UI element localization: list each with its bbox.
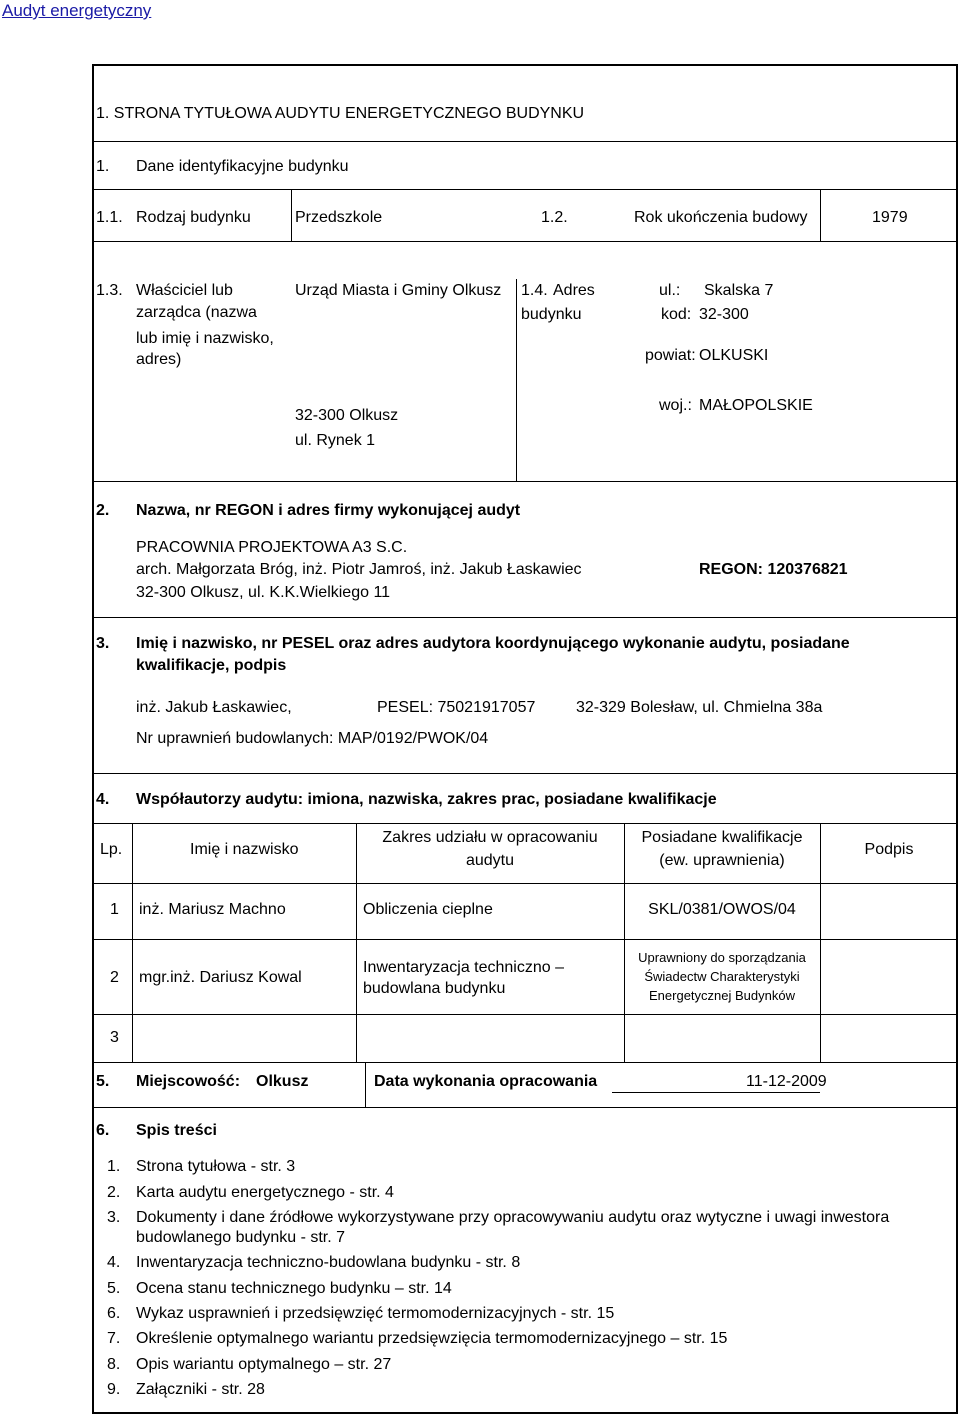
divider (516, 279, 517, 481)
divider (92, 883, 958, 884)
toc-num: 7. (107, 1330, 121, 1347)
toc-item: Karta audytu energetycznego - str. 4 (136, 1184, 394, 1201)
divider (92, 773, 958, 774)
toc-item: Strona tytułowa - str. 3 (136, 1158, 296, 1175)
divider (92, 1014, 958, 1015)
divider (92, 823, 958, 824)
section-1-num: 1. (96, 158, 110, 175)
col-qualifications: Posiadane kwalifikacje (641, 829, 803, 846)
section-6-heading: Spis treści (136, 1122, 217, 1139)
r12-label: Rok ukończenia budowy (634, 209, 808, 226)
divider (92, 189, 958, 190)
date-label: Data wykonania opracowania (374, 1073, 598, 1090)
voivodeship-label: woj.: (659, 397, 692, 414)
divider (92, 1062, 958, 1063)
toc-num: 9. (107, 1381, 121, 1398)
underline (612, 1092, 820, 1093)
table-row-qualifications: Świadectw Charakterystyki (644, 969, 800, 984)
toc-item: Dokumenty i dane źródłowe wykorzystywane przy opracowywaniu audytu oraz wytyczne i uwagi inwestora (136, 1209, 890, 1226)
code-label: kod: (661, 306, 692, 323)
divider (92, 481, 958, 482)
toc-num: 3. (107, 1209, 121, 1226)
r12-num: 1.2. (541, 209, 568, 226)
divider (92, 141, 958, 142)
divider (92, 241, 958, 242)
table-row-lp: 3 (110, 1029, 119, 1046)
table-row-lp: 2 (110, 969, 119, 986)
r13-label: adres) (136, 351, 182, 368)
auditor-address: 32-329 Bolesław, ul. Chmielna 38a (576, 699, 823, 716)
toc-item: Opis wariantu optymalnego – str. 27 (136, 1356, 392, 1373)
divider (92, 617, 958, 618)
r13-num: 1.3. (96, 282, 123, 299)
voivodeship-value: MAŁOPOLSKIE (699, 397, 813, 414)
col-lp: Lp. (100, 841, 123, 858)
table-row-lp: 1 (110, 901, 119, 918)
toc-num: 1. (107, 1158, 121, 1175)
auditor-name: inż. Jakub Łaskawiec, (136, 699, 292, 716)
toc-num: 5. (107, 1280, 121, 1297)
divider (291, 189, 292, 241)
table-row-qualifications: Uprawniony do sporządzania (638, 950, 806, 965)
table-row-name: mgr.inż. Dariusz Kowal (139, 969, 302, 986)
toc-num: 6. (107, 1305, 121, 1322)
audit-link[interactable]: Audyt energetyczny (2, 1, 152, 20)
toc-num: 8. (107, 1356, 121, 1373)
toc-item: Załączniki - str. 28 (136, 1381, 265, 1398)
street-label: ul.: (659, 282, 681, 299)
col-qualifications: (ew. uprawnienia) (659, 852, 785, 869)
firm-members: arch. Małgorzata Bróg, inż. Piotr Jamroś, inż. Jakub Łaskawiec (136, 561, 582, 578)
place-value: Olkusz (256, 1073, 309, 1090)
col-scope: audytu (465, 852, 515, 869)
date-value: 11-12-2009 (746, 1073, 827, 1090)
r14-num: 1.4. (521, 282, 548, 299)
table-row-qualifications: Energetycznej Budynków (649, 988, 795, 1003)
owner-address: ul. Rynek 1 (295, 432, 376, 449)
toc-item: Wykaz usprawnień i przedsięwzięć termomodernizacyjnych - str. 15 (136, 1305, 615, 1322)
r11-label: Rodzaj budynku (136, 209, 251, 226)
place-label: Miejscowość: (136, 1073, 241, 1090)
page-title: 1. STRONA TYTUŁOWA AUDYTU ENERGETYCZNEGO BUDYNKU (96, 105, 585, 122)
table-row-scope: budowlana budynku (363, 980, 506, 997)
street-value: Skalska 7 (704, 282, 774, 299)
auditor-license: Nr uprawnień budowlanych: MAP/0192/PWOK/04 (136, 730, 489, 747)
divider (132, 823, 133, 1062)
col-name: Imię i nazwisko (190, 841, 299, 858)
r13-label: Właściciel lub (136, 282, 233, 299)
toc-item: Określenie optymalnego wariantu przedsięwzięcia termomodernizacyjnego – str. 15 (136, 1330, 728, 1347)
toc-item: Inwentaryzacja techniczno-budowlana budynku - str. 8 (136, 1254, 521, 1271)
divider (92, 939, 958, 940)
r14-label: budynku (521, 306, 582, 323)
section-4-num: 4. (96, 791, 110, 808)
table-row-scope: Obliczenia cieplne (363, 901, 493, 918)
section-3-heading: kwalifikacje, podpis (136, 657, 287, 674)
auditor-pesel: PESEL: 75021917057 (377, 699, 536, 716)
divider (820, 189, 821, 241)
code-value: 32-300 (699, 306, 749, 323)
county-value: OLKUSKI (699, 347, 769, 364)
section-4-heading: Współautorzy audytu: imiona, nazwiska, zakres prac, posiadane kwalifikacje (136, 791, 717, 808)
table-row-name: inż. Mariusz Machno (139, 901, 286, 918)
col-signature: Podpis (864, 841, 914, 858)
owner-name: Urząd Miasta i Gminy Olkusz (295, 282, 502, 299)
r11-num: 1.1. (96, 209, 123, 226)
section-2-num: 2. (96, 502, 110, 519)
toc-num: 4. (107, 1254, 121, 1271)
section-5-num: 5. (96, 1073, 110, 1090)
toc-num: 2. (107, 1184, 121, 1201)
county-label: powiat: (645, 347, 696, 364)
r13-label: zarządca (nazwa (136, 304, 257, 321)
r14-label: Adres (553, 282, 595, 299)
building-type: Przedszkole (295, 209, 383, 226)
divider (365, 1062, 366, 1107)
table-row-qualifications: SKL/0381/OWOS/04 (648, 901, 796, 918)
section-3-heading: Imię i nazwisko, nr PESEL oraz adres audytora koordynującego wykonanie audytu, posiadane (136, 635, 850, 652)
section-2-heading: Nazwa, nr REGON i adres firmy wykonującej audyt (136, 502, 521, 519)
toc-item: Ocena stanu technicznego budynku – str. 14 (136, 1280, 452, 1297)
divider (92, 1107, 958, 1108)
section-1-heading: Dane identyfikacyjne budynku (136, 158, 349, 175)
section-3-num: 3. (96, 635, 110, 652)
table-row-scope: Inwentaryzacja techniczno – (363, 959, 564, 976)
firm-address: 32-300 Olkusz, ul. K.K.Wielkiego 11 (136, 584, 391, 601)
firm-name: PRACOWNIA PROJEKTOWA A3 S.C. (136, 539, 408, 556)
completion-year: 1979 (872, 209, 908, 226)
section-6-num: 6. (96, 1122, 110, 1139)
toc-item: budowlanego budynku - str. 7 (136, 1229, 346, 1246)
col-scope: Zakres udziału w opracowaniu (382, 829, 598, 846)
r13-label: lub imię i nazwisko, (136, 330, 274, 347)
owner-address: 32-300 Olkusz (295, 407, 399, 424)
regon: REGON: 120376821 (699, 561, 848, 578)
